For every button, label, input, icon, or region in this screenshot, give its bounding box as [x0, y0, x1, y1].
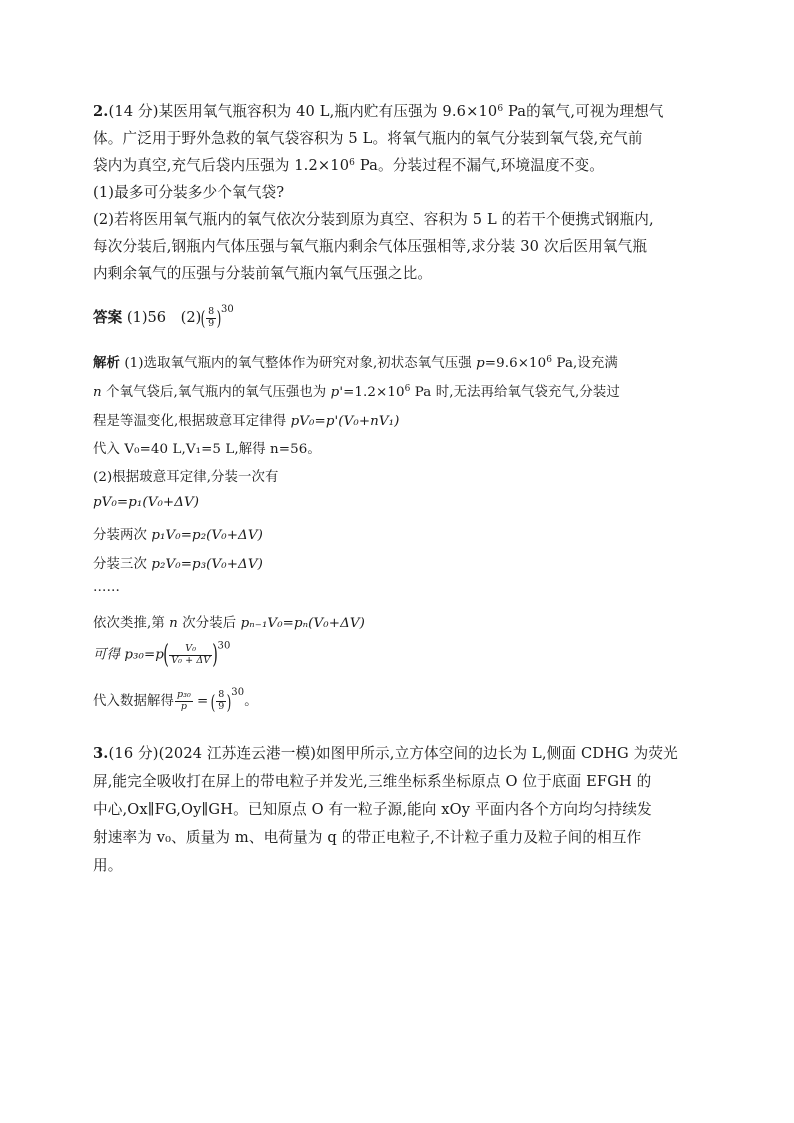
- q2-line-2: 体。广泛用于野外急救的氧气袋容积为 5 L。将氧气瓶内的氧气分装到氧气袋,充气前: [93, 130, 643, 147]
- volume-fraction: $\frac{\text{V₀}}{\text{V₀ + ΔV}}$: [171, 642, 211, 666]
- solution-line-7: 分装两次 p₁V₀=p₂(V₀+ΔV): [93, 528, 263, 543]
- q2-line-3: 袋内为真空,充气后袋内压强为 $1.2\times 10^6$ Pa。分装过程不漏气,环境温度不变。: [93, 157, 604, 174]
- solution-line-8: 分装三次 p₂V₀=p₃(V₀+ΔV): [93, 557, 263, 572]
- solution-line-10: 依次类推,第 n 次分装后 pₙ₋₁V₀=pₙ(V₀+ΔV): [93, 616, 365, 631]
- solution-line-ellipsis: ……: [93, 580, 120, 595]
- solution-label: 解析: [93, 355, 120, 371]
- answer-label: 答案: [93, 309, 123, 326]
- q3-line-4: 射速率为 v₀、质量为 m、电荷量为 q 的带正电粒子,不计粒子重力及粒子间的相互作: [93, 829, 642, 846]
- solution-line-6: pV₀=p₁(V₀+ΔV): [93, 495, 200, 510]
- q3-line-1: 3.(16 分)(2024 江苏连云港一模)如图甲所示,立方体空间的边长为 L,侧面 CDHG 为荧光: [93, 745, 678, 762]
- q2-sub-question-2-line-3: 内剩余氧气的压强与分装前氧气瓶内氧气压强之比。: [93, 265, 433, 282]
- q3-number: 3.: [93, 745, 109, 762]
- pressure-ratio-fraction: $\frac{\text{p₃₀}}{p}$: [176, 689, 191, 712]
- q2-sub-question-2-line-2: 每次分装后,钢瓶内气体压强与氧气瓶内剩余气体压强相等,求分装 30 次后医用氧气瓶: [93, 238, 648, 255]
- q2-sub-question-2-line-1: (2)若将医用氧气瓶内的氧气依次分装到原为真空、容积为 5 L 的若干个便携式钢瓶内,: [93, 211, 654, 228]
- solution-line-5: (2)根据玻意耳定律,分装一次有: [93, 470, 279, 485]
- q3-line-2: 屏,能完全吸收打在屏上的带电粒子并发光,三维坐标系坐标原点 O 位于底面 EFGH 的: [93, 773, 652, 790]
- q2-sub-question-1: (1)最多可分装多少个氧气袋?: [93, 184, 285, 201]
- q3-line-5: 用。: [93, 857, 123, 874]
- answer-fraction: $\frac{8}{9}$: [208, 305, 215, 329]
- answer-line: 答案 (1)56 (2)( $\frac{8}{9}$ )$^{30}$: [93, 304, 234, 330]
- solution-line-2: n 个氧气袋后,氧气瓶内的氧气压强也为 $p'=1.2\times 10^6$ Pa 时,无法再给氧气袋充气,分装过: [93, 384, 620, 400]
- q2-number: 2.: [93, 103, 109, 120]
- q3-line-3: 中心,Ox∥FG,Oy∥GH。已知原点 O 有一粒子源,能向 xOy 平面内各个方向均匀持续发: [93, 801, 652, 818]
- solution-line-11: 可得 p₃₀=p( $\frac{\text{V₀}}{\text{V₀ + ΔV}}$ )$^{30}$: [93, 640, 231, 670]
- solution-line-3: 程是等温变化,根据玻意耳定律得 pV₀=p'(V₀+nV₁): [93, 414, 400, 429]
- solution-line-1: 解析 (1)选取氧气瓶内的氧气整体作为研究对象,初状态氧气压强 $p=9.6\times 10^6$ Pa,设充满: [93, 355, 618, 371]
- solution-line-4: 代入 V₀=40 L,V₁=5 L,解得 n=56。: [93, 442, 321, 457]
- q2-line-1: 2.(14 分)某医用氧气瓶容积为 40 L,瓶内贮有压强为 $9.6\times 10^6$ Pa的氧气,可视为理想气: [93, 103, 664, 120]
- solution-line-12: 代入数据解得 $\frac{\text{p₃₀}}{p}$ = ( $\frac{8}{9}$ )$^{30}$。: [93, 687, 258, 714]
